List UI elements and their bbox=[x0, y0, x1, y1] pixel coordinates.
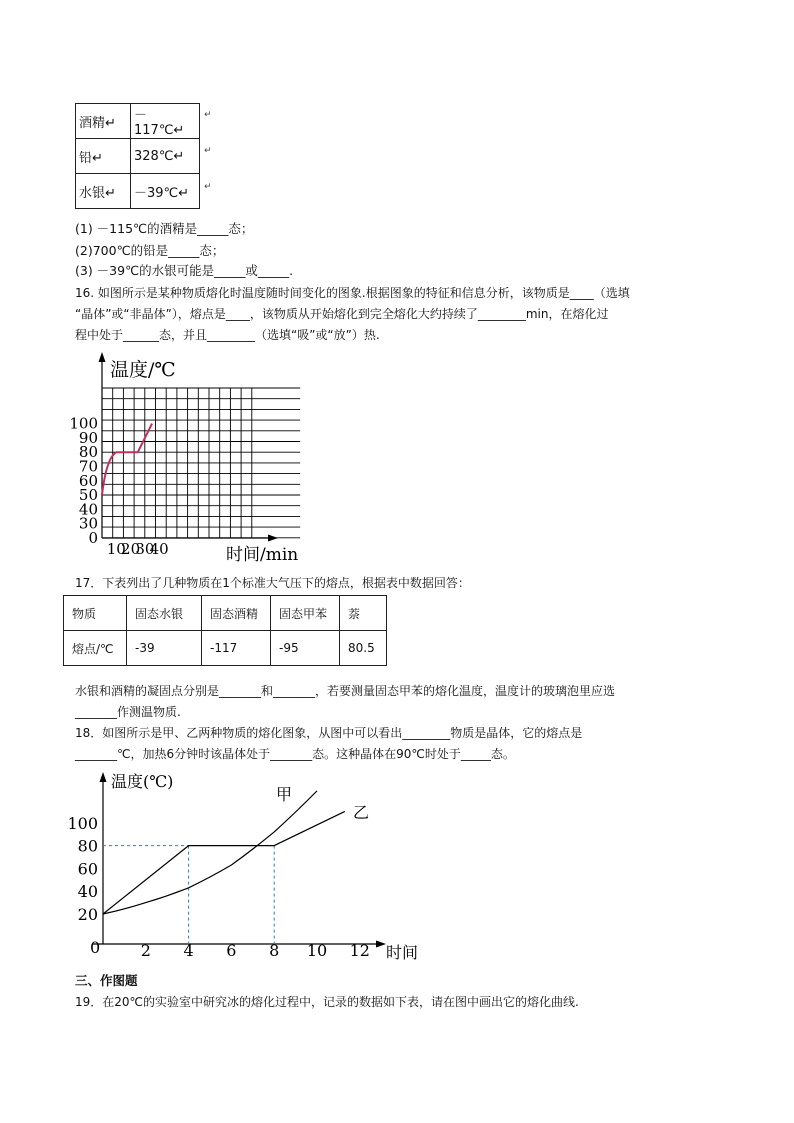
table-header-cell: 固态酒精 bbox=[202, 596, 271, 631]
y-tick-label: 100 bbox=[69, 414, 98, 433]
x-axis-label: 时间 bbox=[386, 943, 419, 962]
table-cell: 80.5 bbox=[340, 631, 387, 666]
series-yi-line bbox=[103, 811, 345, 914]
table-row bbox=[76, 104, 200, 139]
row-end-mark: ↵ bbox=[204, 146, 212, 156]
y-tick-label: 40 bbox=[78, 500, 98, 519]
row-end-mark: ↵ bbox=[204, 110, 212, 120]
chart-1-y-ticks bbox=[69, 415, 98, 547]
series-jia-curve bbox=[103, 791, 317, 914]
chart-1-x-ticks bbox=[107, 540, 169, 558]
q17-intro: 17．下表列出了几种物质在1个标准大气压下的熔点，根据表中数据回答： bbox=[75, 576, 470, 590]
x-tick-label: 2 bbox=[140, 941, 151, 960]
table-cell: －117℃↵ bbox=[131, 104, 200, 139]
q16-line-3: 程中处于______态，并且________（选填“吸”或“放”）热. bbox=[75, 328, 380, 342]
x-tick-label: 6 bbox=[226, 941, 237, 960]
table-header-cell: 固态水银 bbox=[127, 596, 202, 631]
table-cell: -117 bbox=[202, 631, 271, 666]
melting-point-table-1 bbox=[75, 103, 200, 209]
q19-text: 19．在20℃的实验室中研究冰的熔化过程中，记录的数据如下表，请在图中画出它的熔化曲线. bbox=[75, 995, 579, 1009]
table-header-cell: 固态甲苯 bbox=[271, 596, 340, 631]
x-tick-label: 10 bbox=[306, 941, 328, 960]
table-row bbox=[76, 174, 200, 209]
table-cell: 熔点/℃ bbox=[64, 631, 127, 666]
table-cell: 水银↵ bbox=[76, 174, 131, 209]
y-tick-label: 20 bbox=[77, 905, 98, 924]
table-cell: 328℃↵ bbox=[131, 139, 200, 174]
y-tick-label: 70 bbox=[78, 457, 98, 476]
x-tick-label: 8 bbox=[269, 941, 280, 960]
chart-2-y-ticks bbox=[67, 814, 98, 924]
y-tick-label: 100 bbox=[67, 813, 98, 833]
table-header-cell: 物质 bbox=[64, 596, 127, 631]
y-tick-label: 80 bbox=[77, 836, 98, 856]
origin-label: 0 bbox=[90, 938, 101, 957]
x-axis-label: 时间/min bbox=[226, 545, 299, 565]
y-axis-arrow-icon bbox=[99, 352, 106, 362]
table-cell: -39 bbox=[127, 631, 202, 666]
q15-line-3: (3) －39℃的水银可能是_____或_____. bbox=[75, 263, 294, 278]
q15-line-2: (2)700℃的铅是_____态； bbox=[75, 243, 225, 258]
table-row bbox=[76, 139, 200, 174]
x-tick-label: 20 bbox=[121, 540, 141, 558]
y-axis-arrow-icon bbox=[100, 772, 107, 782]
x-tick-label: 10 bbox=[106, 540, 126, 558]
q16-line-1: 16. 如图所示是某种物质熔化时温度随时间变化的图象.根据图象的特征和信息分析，该物质是____（选填 bbox=[75, 286, 630, 300]
q16-line-2: “晶体”或“非晶体”），熔点是____，该物质从开始熔化到完全熔化大约持续了________min，在熔化过 bbox=[75, 307, 609, 321]
x-axis-arrow-icon bbox=[376, 941, 386, 948]
y-tick-label: 80 bbox=[78, 443, 98, 462]
y-tick-label: 0 bbox=[88, 529, 98, 547]
series-jia-label: 甲 bbox=[276, 785, 293, 804]
section-title: 三、作图题 bbox=[75, 973, 138, 988]
x-tick-label: 30 bbox=[135, 540, 155, 558]
y-axis-label: 温度(℃) bbox=[111, 772, 174, 791]
x-tick-label: 12 bbox=[349, 941, 370, 960]
y-tick-label: 30 bbox=[78, 514, 98, 533]
melting-point-table-2 bbox=[63, 595, 387, 666]
y-tick-label: 40 bbox=[77, 882, 98, 902]
x-axis-arrow-icon bbox=[268, 535, 278, 542]
y-tick-label: 60 bbox=[77, 859, 98, 879]
row-end-mark: ↵ bbox=[204, 182, 212, 192]
chart-1 bbox=[60, 348, 340, 570]
series-yi-label: 乙 bbox=[353, 803, 370, 822]
x-tick-label: 40 bbox=[149, 540, 169, 558]
table-row bbox=[64, 631, 387, 666]
chart-1-grid bbox=[102, 388, 300, 538]
y-tick-label: 50 bbox=[78, 486, 98, 505]
chart-2 bbox=[60, 768, 440, 968]
y-tick-label: 90 bbox=[78, 428, 98, 447]
q18-line-2: _______℃，加热6分钟时该晶体处于_______态。这种晶体在90℃时处于_____态。 bbox=[75, 747, 515, 761]
q17-line-2: _______作测温物质. bbox=[75, 705, 181, 719]
chart-2-reference-lines bbox=[103, 846, 274, 944]
y-tick-label: 60 bbox=[78, 471, 98, 490]
table-cell: 铅↵ bbox=[76, 139, 131, 174]
q18-line-1: 18．如图所示是甲、乙两种物质的熔化图象，从图中可以看出________物质是晶体，它的熔点是 bbox=[75, 726, 583, 740]
q15-line-1: (1) －115℃的酒精是_____态； bbox=[75, 221, 254, 236]
y-axis-label: 温度/℃ bbox=[110, 359, 176, 381]
table-row bbox=[64, 596, 387, 631]
table-cell: -95 bbox=[271, 631, 340, 666]
table-cell: －39℃↵ bbox=[131, 174, 200, 209]
x-tick-label: 4 bbox=[183, 941, 194, 960]
table-header-cell: 萘 bbox=[340, 596, 387, 631]
table-cell: 酒精↵ bbox=[76, 104, 131, 139]
q17-line-1: 水银和酒精的凝固点分别是_______和_______，若要测量固态甲苯的熔化温度，温度计的玻璃泡里应选 bbox=[75, 684, 616, 698]
